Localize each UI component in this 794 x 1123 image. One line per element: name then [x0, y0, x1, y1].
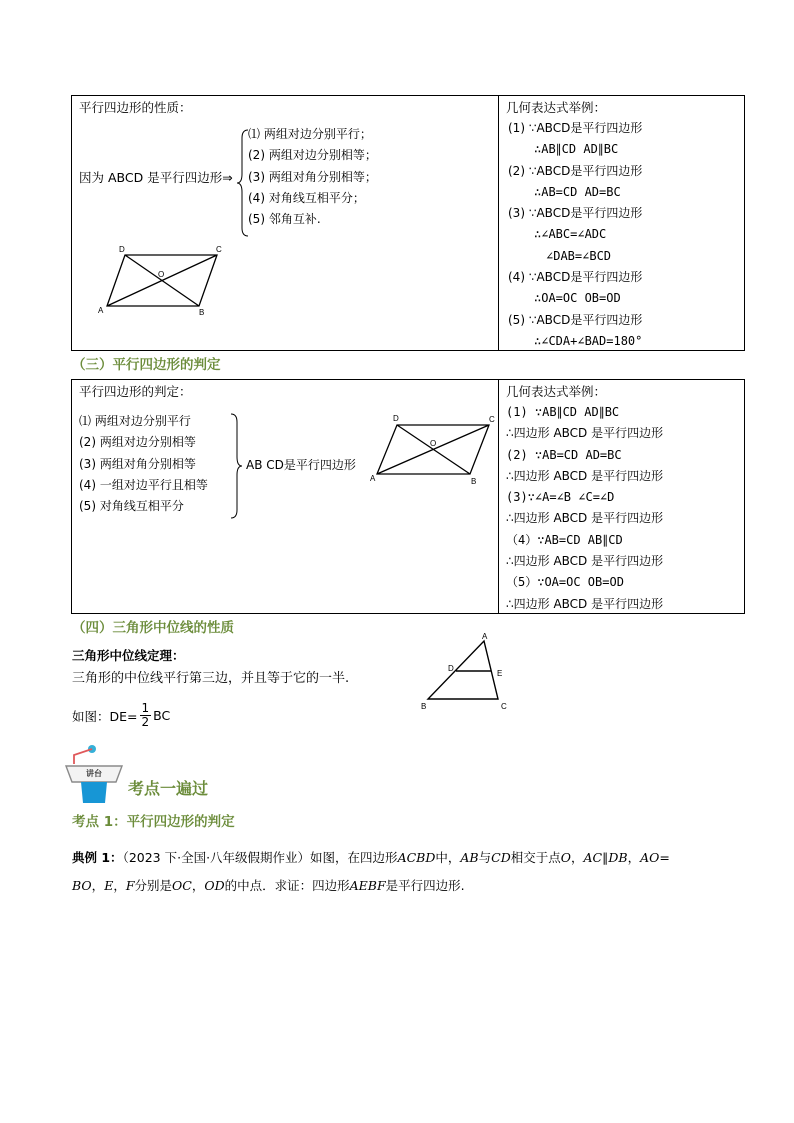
- math-var: AB: [460, 850, 479, 865]
- example-3-line3: ∠DAB=∠BCD: [546, 248, 612, 263]
- judge-examples-list: [506, 402, 663, 615]
- lectern-badge: 讲台: [86, 769, 102, 778]
- example1-text: 如图，在四边形: [310, 850, 398, 865]
- property-item-5: (5) 邻角互补.: [248, 212, 321, 227]
- banner-title: 考点一遍过: [128, 779, 209, 798]
- vertex-B: B: [421, 702, 427, 711]
- table-divider: [498, 96, 499, 350]
- math-var: E: [104, 878, 114, 893]
- math-var: OC: [172, 878, 192, 893]
- parallelogram-figure-2: [367, 408, 497, 490]
- vertex-B: B: [471, 477, 477, 486]
- math-var: O: [560, 850, 571, 865]
- example1-source: （2023 下·全国·八年级假期作业）: [122, 850, 311, 865]
- example-5-line2: ∴∠CDA+∠BAD=180°: [534, 333, 643, 348]
- example-3-line2: ∴∠ABC=∠ADC: [534, 227, 607, 242]
- formula-suffix: BC: [153, 708, 171, 723]
- judge-line-3: (2) ∵AB=CD AD=BC: [506, 447, 622, 462]
- example1-text: 是平行四边形.: [385, 878, 465, 893]
- example1-label: 典例 1：: [72, 850, 123, 865]
- example-4-line1: [508, 267, 642, 288]
- table-divider: [498, 380, 499, 613]
- example-text: ∵ABCD是平行四边形: [528, 270, 643, 285]
- example-num: (1): [508, 121, 525, 135]
- judgement-title: 平行四边形的判定：: [79, 384, 192, 399]
- judge-line-2: ∴四边形 ABCD 是平行四边形: [506, 426, 664, 441]
- math-var: DB: [608, 850, 628, 865]
- example-2-line2: ∴AB=CD AD=BC: [534, 184, 621, 199]
- example1-text: ，: [570, 850, 584, 865]
- judge-line-8: ∴四边形 ABCD 是平行四边形: [506, 554, 664, 569]
- vertex-C: C: [216, 245, 222, 254]
- example1-text: 分别是: [134, 878, 173, 893]
- judgement-list: [79, 411, 208, 517]
- math-var: BO: [72, 878, 92, 893]
- example1-line1: [72, 844, 732, 872]
- judge-line-4: ∴四边形 ABCD 是平行四边形: [506, 468, 664, 483]
- example-num: (3): [508, 206, 525, 221]
- example-5-line1: [508, 310, 642, 331]
- math-var: F: [125, 878, 135, 893]
- property-item-3: (3) 两组对角分别相等；: [248, 169, 377, 184]
- keypoint1-heading: 考点 1：平行四边形的判定: [72, 814, 235, 830]
- midline-formula: [72, 702, 170, 729]
- judge-line-6: ∴四边形 ABCD 是平行四边形: [506, 511, 664, 526]
- vertex-C: C: [489, 415, 495, 424]
- parallel-symbol: ∥: [602, 850, 609, 865]
- math-var: OD: [204, 878, 225, 893]
- example-text: ∵ABCD是平行四边形: [528, 163, 643, 178]
- midline-theorem-text: 三角形的中位线平行第三边，并且等于它的一半.: [72, 671, 350, 686]
- example-1-line1: [508, 118, 642, 139]
- example-1-line2: ∴AB∥CD AD∥BC: [534, 142, 619, 157]
- math-var: ACBD: [397, 850, 436, 865]
- vertex-D: D: [448, 664, 454, 673]
- section3-heading: （三）平行四边形的判定: [72, 357, 221, 373]
- example1-text: 的中点．求证：四边形: [224, 878, 350, 893]
- judge-line-7: （4）∵AB=CD AB∥CD: [506, 532, 623, 547]
- implies-arrow: ⇒: [222, 170, 233, 185]
- section4-heading: （四）三角形中位线的性质: [72, 620, 234, 636]
- math-var: AO: [640, 850, 660, 865]
- properties-title: 平行四边形的性质：: [79, 100, 192, 115]
- vertex-D: D: [119, 245, 125, 254]
- example1-text: ，: [191, 878, 205, 893]
- math-var: AC: [583, 850, 603, 865]
- examples-list: [508, 118, 642, 352]
- math-var: CD: [491, 850, 511, 865]
- property-item-1: ⑴ 两组对边分别平行；: [248, 127, 372, 141]
- judgement-item-4: (4) 一组对边平行且相等: [79, 477, 208, 492]
- judgement-item-1: ⑴ 两组对边分别平行: [79, 414, 191, 428]
- example-text: ∵ABCD是平行四边形: [528, 312, 643, 327]
- properties-list: [248, 124, 377, 230]
- example1-paragraph: [72, 844, 732, 900]
- judge-line-9: （5）∵OA=OC OB=OD: [506, 575, 624, 590]
- triangle-figure: [418, 630, 518, 712]
- example-num: (4): [508, 270, 525, 285]
- premise-label: 因为 ABCD 是平行四边形: [79, 170, 223, 185]
- vertex-A: A: [370, 474, 376, 483]
- vertex-O: O: [430, 439, 437, 448]
- example-num: (5): [508, 312, 525, 327]
- judgement-item-2: (2) 两组对边分别相等: [79, 435, 196, 450]
- lectern-icon: [64, 742, 124, 804]
- property-item-4: (4) 对角线互相平分；: [248, 190, 365, 205]
- examples-title: 几何表达式举例：: [506, 100, 607, 115]
- judge-line-10: ∴四边形 ABCD 是平行四边形: [506, 596, 664, 611]
- fraction-one-half: [140, 702, 152, 729]
- premise-text: [79, 168, 233, 188]
- property-item-2: (2) 两组对边分别相等；: [248, 148, 377, 163]
- example-4-line2: ∴OA=OC OB=OD: [534, 291, 621, 306]
- parallelogram-figure: [94, 241, 234, 321]
- vertex-C: C: [501, 702, 507, 711]
- judge-line-5: (3)∵∠A=∠B ∠C=∠D: [506, 490, 615, 505]
- example1-text: ，: [113, 878, 126, 893]
- right-brace: [230, 412, 244, 520]
- example1-text: 与: [478, 850, 492, 865]
- example-text: ∵ABCD是平行四边形: [528, 121, 643, 135]
- example-2-line1: [508, 161, 642, 182]
- math-var: AEBF: [349, 878, 386, 893]
- example1-line2: [72, 872, 732, 900]
- fraction-denominator: 2: [141, 715, 150, 729]
- judgement-table: [71, 379, 745, 614]
- example-num: (2): [508, 163, 525, 178]
- equals-sign: =: [659, 850, 670, 865]
- vertex-B: B: [199, 308, 205, 317]
- formula-prefix: 如图：DE=: [72, 708, 138, 724]
- judgement-conclusion: AB CD是平行四边形: [246, 458, 356, 472]
- properties-table: [71, 95, 745, 351]
- vertex-E: E: [497, 669, 503, 678]
- example-3-line1: [508, 203, 642, 224]
- vertex-A: A: [482, 632, 488, 641]
- example1-text: ，: [627, 850, 641, 865]
- vertex-A: A: [98, 306, 104, 315]
- example1-text: 相交于点: [510, 850, 561, 865]
- judge-examples-title: 几何表达式举例：: [506, 384, 607, 399]
- judgement-item-5: (5) 对角线互相平分: [79, 499, 184, 514]
- example1-text: 中，: [435, 850, 461, 865]
- example-text: ∵ABCD是平行四边形: [528, 206, 643, 221]
- judge-line-1: (1) ∵AB∥CD AD∥BC: [506, 405, 620, 419]
- judgement-item-3: (3) 两组对角分别相等: [79, 456, 196, 471]
- midline-theorem-title: 三角形中位线定理：: [72, 648, 185, 663]
- example1-text: ，: [91, 878, 105, 893]
- vertex-D: D: [393, 414, 399, 423]
- vertex-O: O: [158, 270, 165, 279]
- fraction-numerator: 1: [141, 701, 150, 715]
